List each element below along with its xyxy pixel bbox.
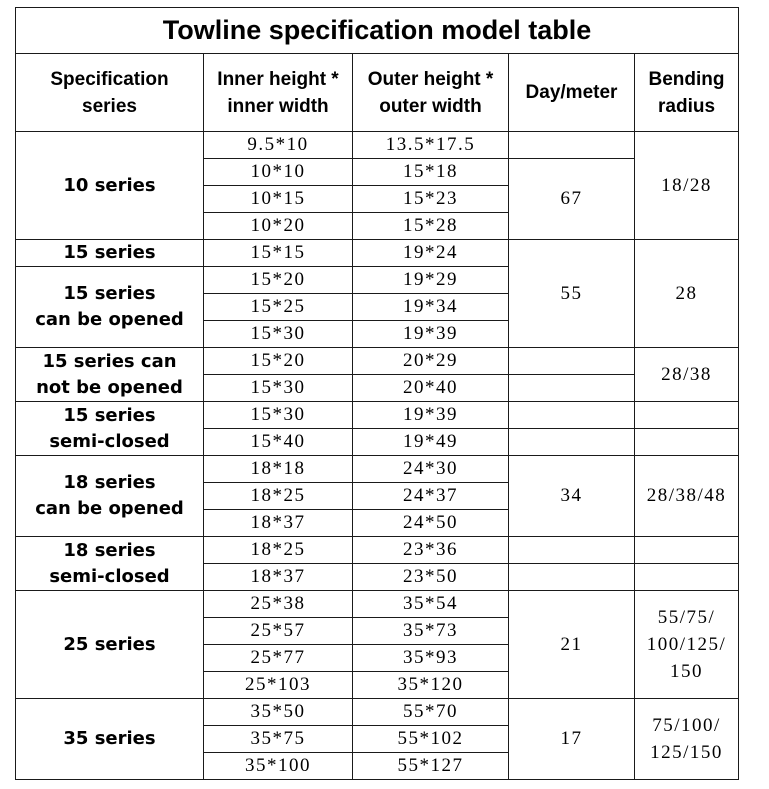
towline-spec-table-wrapper: [15, 7, 738, 780]
bend-25-line3: 150: [670, 661, 704, 682]
table-row: [16, 240, 739, 267]
inner-cell: 10*15: [204, 186, 353, 213]
bend-18: 28/38/48: [635, 456, 739, 537]
series-15-not-open-line2: not be opened: [36, 376, 183, 398]
series-18-open-line2: can be opened: [35, 498, 184, 519]
bend-35-line1: 75/100/: [652, 715, 721, 736]
bend-10: 18/28: [635, 132, 739, 240]
series-18-semi-line2: semi-closed: [49, 565, 170, 587]
table-row: [16, 591, 739, 618]
header-day-meter: Day/meter: [509, 54, 635, 132]
outer-cell: 24*50: [353, 510, 509, 537]
bend-25-line2: 100/125/: [646, 634, 727, 655]
outer-cell: 24*30: [353, 456, 509, 483]
outer-cell: 23*36: [353, 537, 509, 564]
bend-cell-empty: [635, 429, 739, 456]
outer-cell: 55*127: [353, 753, 509, 780]
inner-cell: 15*25: [204, 294, 353, 321]
outer-cell: 35*120: [353, 672, 509, 699]
outer-cell: 19*24: [353, 240, 509, 267]
header-outer-line1: Outer height *: [367, 68, 494, 90]
bend-35: [635, 699, 739, 780]
header-spec-series-line2: series: [82, 95, 137, 117]
inner-cell: 15*20: [204, 267, 353, 294]
outer-cell: 20*40: [353, 375, 509, 402]
inner-cell: 15*30: [204, 375, 353, 402]
bend-25: [635, 591, 739, 699]
bend-cell-empty: [635, 537, 739, 564]
outer-cell: 35*93: [353, 645, 509, 672]
day-10: 67: [509, 159, 635, 240]
towline-spec-table: [15, 7, 739, 780]
outer-cell: 15*23: [353, 186, 509, 213]
series-10: 10 series: [16, 132, 204, 240]
series-15-semi-line2: semi-closed: [49, 430, 170, 452]
inner-cell: 18*18: [204, 456, 353, 483]
outer-cell: 19*34: [353, 294, 509, 321]
series-15-can-be-opened: [16, 267, 204, 348]
inner-cell: 9.5*10: [204, 132, 353, 159]
header-inner-line2: inner width: [227, 95, 329, 117]
outer-cell: 15*28: [353, 213, 509, 240]
inner-cell: 35*75: [204, 726, 353, 753]
inner-cell: 25*77: [204, 645, 353, 672]
day-15: 55: [509, 240, 635, 348]
header-outer-line2: outer width: [379, 95, 482, 117]
header-spec-series: [16, 54, 204, 132]
table-row: [16, 402, 739, 429]
outer-cell: 19*39: [353, 321, 509, 348]
inner-cell: 15*30: [204, 402, 353, 429]
bend-25-line1: 55/75/: [657, 607, 716, 628]
bend-cell-empty: [635, 402, 739, 429]
outer-cell: 19*29: [353, 267, 509, 294]
bend-35-line2: 125/150: [650, 742, 723, 763]
inner-cell: 15*40: [204, 429, 353, 456]
outer-cell: 35*73: [353, 618, 509, 645]
outer-cell: 24*37: [353, 483, 509, 510]
outer-cell: 20*29: [353, 348, 509, 375]
bend-15-not-open: 28/38: [635, 348, 739, 402]
outer-cell: 19*39: [353, 402, 509, 429]
header-inner-line1: Inner height *: [217, 68, 339, 90]
header-inner: [204, 54, 353, 132]
series-15-semi-closed: [16, 402, 204, 456]
series-18-semi-line1: 18 series: [63, 539, 156, 561]
header-spec-series-line1: Specification: [50, 68, 169, 90]
inner-cell: 10*10: [204, 159, 353, 186]
table-row: [16, 132, 739, 159]
inner-cell: 10*20: [204, 213, 353, 240]
table-row: [16, 699, 739, 726]
series-18-open-line1: 18 series: [63, 472, 156, 493]
title-row: [16, 8, 739, 54]
series-25: 25 series: [16, 591, 204, 699]
series-15-can-not-be-opened: [16, 348, 204, 402]
inner-cell: 15*30: [204, 321, 353, 348]
inner-cell: 25*57: [204, 618, 353, 645]
header-bending-line1: Bending: [648, 68, 725, 90]
day-cell-empty: [509, 375, 635, 402]
header-outer: [353, 54, 509, 132]
inner-cell: 18*25: [204, 483, 353, 510]
outer-cell: 13.5*17.5: [353, 132, 509, 159]
series-15-open-line2: can be opened: [35, 309, 184, 330]
day-cell-empty: [509, 402, 635, 429]
table-row: [16, 537, 739, 564]
outer-cell: 19*49: [353, 429, 509, 456]
day-cell-empty: [509, 537, 635, 564]
day-35: 17: [509, 699, 635, 780]
outer-cell: 35*54: [353, 591, 509, 618]
outer-cell: 55*102: [353, 726, 509, 753]
inner-cell: 25*103: [204, 672, 353, 699]
day-cell-empty: [509, 564, 635, 591]
series-18-can-be-opened: [16, 456, 204, 537]
table-title: Towline specification model table: [16, 8, 739, 54]
inner-cell: 15*20: [204, 348, 353, 375]
series-18-semi-closed: [16, 537, 204, 591]
inner-cell: 25*38: [204, 591, 353, 618]
bend-15: 28: [635, 240, 739, 348]
header-row: [16, 54, 739, 132]
day-18: 34: [509, 456, 635, 537]
inner-cell: 18*25: [204, 537, 353, 564]
day-cell-empty: [509, 348, 635, 375]
inner-cell: 18*37: [204, 510, 353, 537]
day-cell-empty: [509, 429, 635, 456]
table-row: [16, 348, 739, 375]
table-row: [16, 456, 739, 483]
series-15-open-line1: 15 series: [63, 283, 156, 304]
day-cell-empty: [509, 132, 635, 159]
series-35: 35 series: [16, 699, 204, 780]
header-bending: [635, 54, 739, 132]
inner-cell: 15*15: [204, 240, 353, 267]
outer-cell: 15*18: [353, 159, 509, 186]
header-bending-line2: radius: [658, 95, 716, 117]
bend-cell-empty: [635, 564, 739, 591]
day-25: 21: [509, 591, 635, 699]
series-15-semi-line1: 15 series: [63, 404, 156, 426]
inner-cell: 35*100: [204, 753, 353, 780]
outer-cell: 23*50: [353, 564, 509, 591]
inner-cell: 18*37: [204, 564, 353, 591]
inner-cell: 35*50: [204, 699, 353, 726]
outer-cell: 55*70: [353, 699, 509, 726]
series-15-not-open-line1: 15 series can: [42, 350, 177, 372]
series-15: 15 series: [16, 240, 204, 267]
